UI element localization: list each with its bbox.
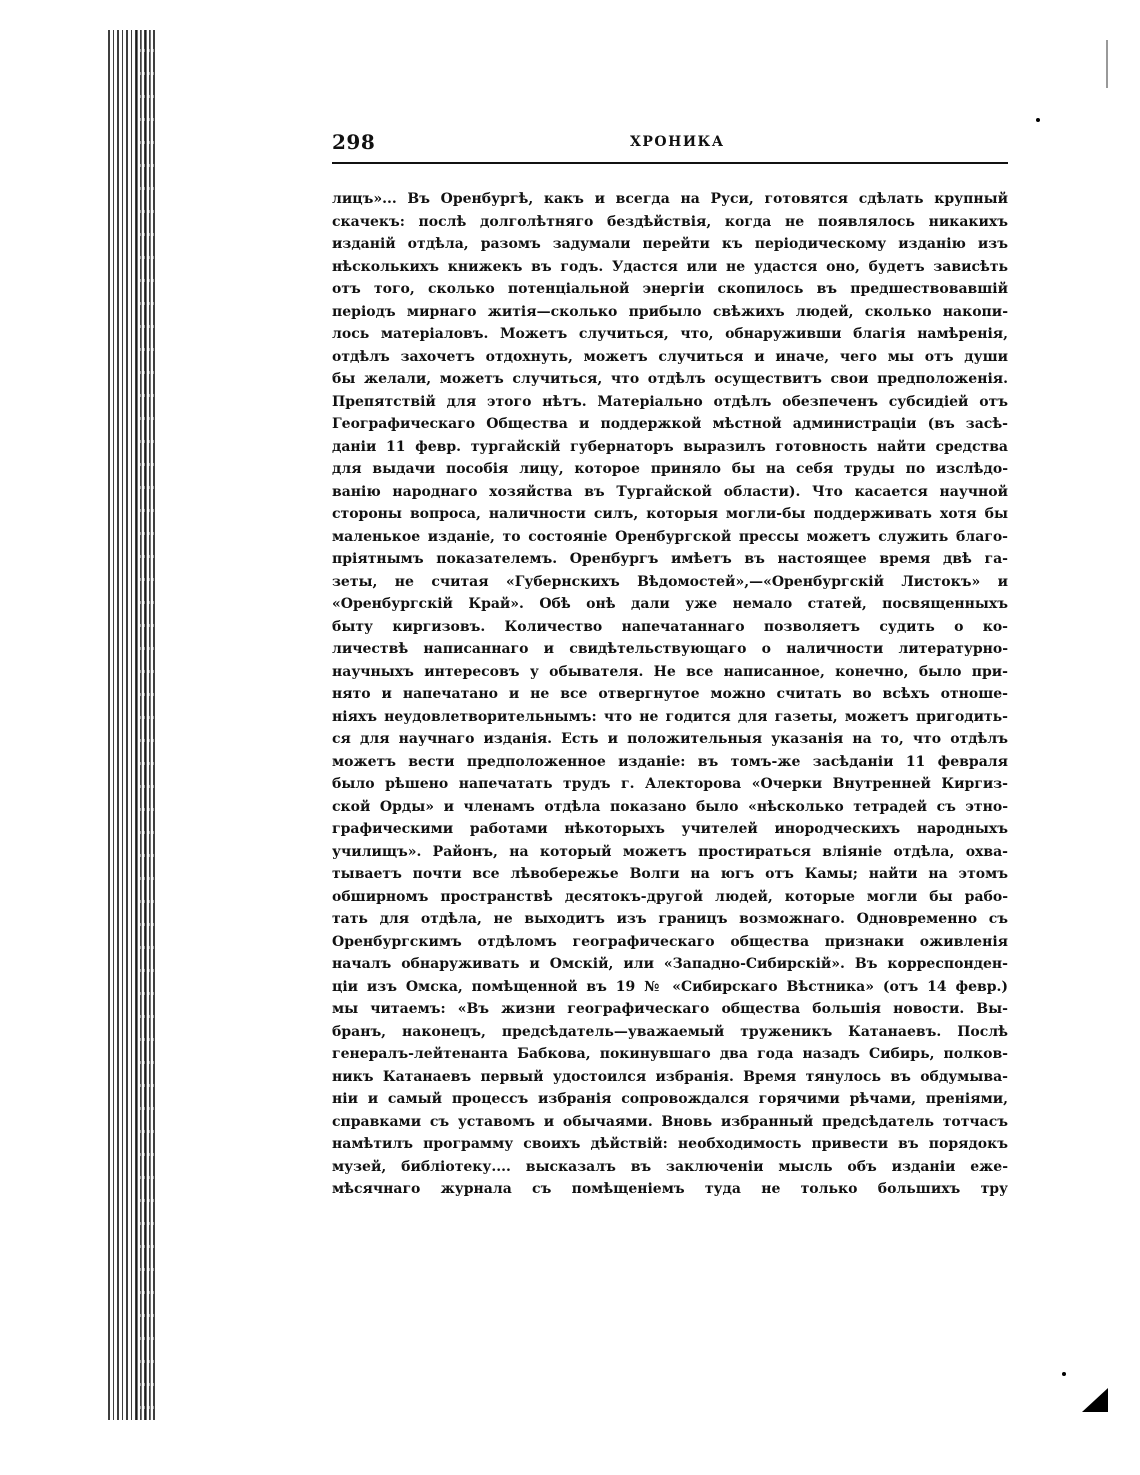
running-head: ХРОНИКА (630, 134, 725, 150)
scan-corner-mark (1082, 1388, 1108, 1412)
text-line: Оренбургскимъ отдѣломъ географическаго общества признаки оживленія (332, 933, 1008, 950)
text-line: тываетъ почти все лѣвобережье Волги на югъ отъ Камы; найти на этомъ (332, 866, 1008, 882)
scan-mark (1106, 40, 1108, 88)
text-line: маленькое изданіе, то состояніе Оренбургской прессы можетъ служить благо- (332, 528, 1008, 545)
text-line: Препятствій для этого нѣтъ. Матеріально отдѣлъ обезпеченъ субсидіей отъ (332, 393, 1008, 410)
text-line: училищъ». Районъ, на который можетъ простираться вліяніе отдѣла, охва- (332, 843, 1008, 860)
header-rule (332, 162, 1008, 164)
text-line: ской Орды» и членамъ отдѣла показано было «нѣсколько тетрадей съ этно- (332, 798, 1008, 815)
text-line: ніяхъ неудовлетворительнымъ: что не годится для газеты, можетъ пригодить- (332, 708, 1008, 725)
text-line: отъ того, сколько потенціальной энергіи скопилось въ предшествовавшій (332, 281, 1008, 297)
text-line: ванію народнаго хозяйства въ Тургайской области). Что касается научной (332, 483, 1008, 500)
text-line: началъ обнаруживать и Омскій, или «Западно-Сибирскій». Въ корреспонден- (332, 956, 1008, 972)
text-line: музей, библіотеку.... высказалъ въ заключеніи мысль объ изданіи еже- (332, 1158, 1008, 1175)
text-line: тать для отдѣла, не выходитъ изъ границъ возможнаго. Одновременно съ (332, 911, 1008, 927)
page-number: 298 (332, 130, 376, 154)
text-line: бы желали, можетъ случиться, что отдѣлъ осуществитъ свои предположенія. (332, 371, 1008, 387)
text-line: «Оренбургскій Край». Обѣ онѣ дали уже немало статей, посвященныхъ (332, 596, 1008, 612)
text-line: зеты, не считая «Губернскихъ Вѣдомостей»,—«Оренбургскій Листокъ» и (332, 573, 1008, 590)
text-line: лось матеріаловъ. Можетъ случиться, что, обнаруживши благія намѣренія, (332, 326, 1008, 342)
text-line: пріятнымъ показателемъ. Оренбургъ имѣетъ въ настоящее время двѣ га- (332, 551, 1008, 567)
text-line: было рѣшено напечатать трудъ г. Алекторова «Очерки Внутренней Киргиз- (332, 776, 1008, 792)
text-line: быту киргизовъ. Количество напечатаннаго позволяетъ судить о ко- (332, 618, 1008, 635)
page-header (332, 128, 1008, 158)
text-line: обширномъ пространствѣ десятокъ-другой людей, которые могли бы рабо- (332, 888, 1008, 905)
text-line: генералъ-лейтенанта Бабкова, покинувшаго два года назадъ Сибирь, полков- (332, 1046, 1008, 1062)
text-line: можетъ вести предположенное изданіе: въ томъ-же засѣданіи 11 февраля (332, 753, 1008, 770)
scan-binding-edge-inner (136, 30, 154, 1420)
text-line: личествѣ написаннаго и свидѣтельствующаго о наличности литературно- (332, 641, 1008, 657)
text-line: для выдачи пособія лицу, которое приняло бы на себя труды по изслѣдо- (332, 461, 1008, 477)
text-line: стороны вопроса, наличности силъ, которыя могли-бы поддерживать хотя бы (332, 506, 1008, 522)
text-line: справками съ уставомъ и обычаями. Вновь избранный предсѣдатель тотчасъ (332, 1113, 1008, 1130)
text-body (332, 188, 1008, 1201)
scan-speck (1036, 118, 1040, 122)
text-line: научныхъ интересовъ у обывателя. Не все написанное, конечно, было при- (332, 663, 1008, 680)
text-line: отдѣлъ захочетъ отдохнуть, можетъ случиться и иначе, чего мы отъ души (332, 348, 1008, 365)
text-line: графическими работами нѣкоторыхъ учителей инородческихъ народныхъ (332, 821, 1008, 837)
text-line: никъ Катанаевъ первый удостоился избранія. Время тянулось въ обдумыва- (332, 1068, 1008, 1085)
text-line: ніи и самый процессъ избранія сопровождался горячими рѣчами, преніями, (332, 1091, 1008, 1107)
text-line: лицъ»... Въ Оренбургѣ, какъ и всегда на Руси, готовятся сдѣлать крупный (332, 191, 1008, 207)
text-line: изданій отдѣла, разомъ задумали перейти къ періодическому изданію изъ (332, 236, 1008, 252)
text-line: мы читаемъ: «Въ жизни географическаго общества большія новости. Вы- (332, 1001, 1008, 1017)
text-line: мѣсячнаго журнала съ помѣщеніемъ туда не только большихъ тру (332, 1181, 1008, 1197)
text-line: нѣсколькихъ книжекъ въ годъ. Удастся или не удастся оно, будетъ зависѣть (332, 258, 1008, 275)
text-line: ся для научнаго изданія. Есть и положительныя указанія на то, что отдѣлъ (332, 731, 1008, 747)
text-line: нято и напечатано и не все отвергнутое можно считать во всѣхъ отноше- (332, 686, 1008, 702)
text-line: Географическаго Общества и поддержкой мѣстной администраціи (въ засѣ- (332, 416, 1008, 432)
text-line: скачекъ: послѣ долголѣтняго бездѣйствія, когда не появлялось никакихъ (332, 213, 1008, 230)
text-line: ціи изъ Омска, помѣщенной въ 19 № «Сибирскаго Вѣстника» (отъ 14 февр.) (332, 978, 1008, 995)
scan-speck (1062, 1372, 1066, 1376)
text-line: бранъ, наконецъ, предсѣдатель—уважаемый труженикъ Катанаевъ. Послѣ (332, 1023, 1008, 1040)
text-line: періодъ мирнаго житія—сколько прибыло свѣжихъ людей, сколько накопи- (332, 303, 1008, 320)
text-line: намѣтилъ программу своихъ дѣйствій: необходимость привести въ порядокъ (332, 1136, 1008, 1152)
text-line: даніи 11 февр. тургайскій губернаторъ выразилъ готовность найти средства (332, 438, 1008, 455)
